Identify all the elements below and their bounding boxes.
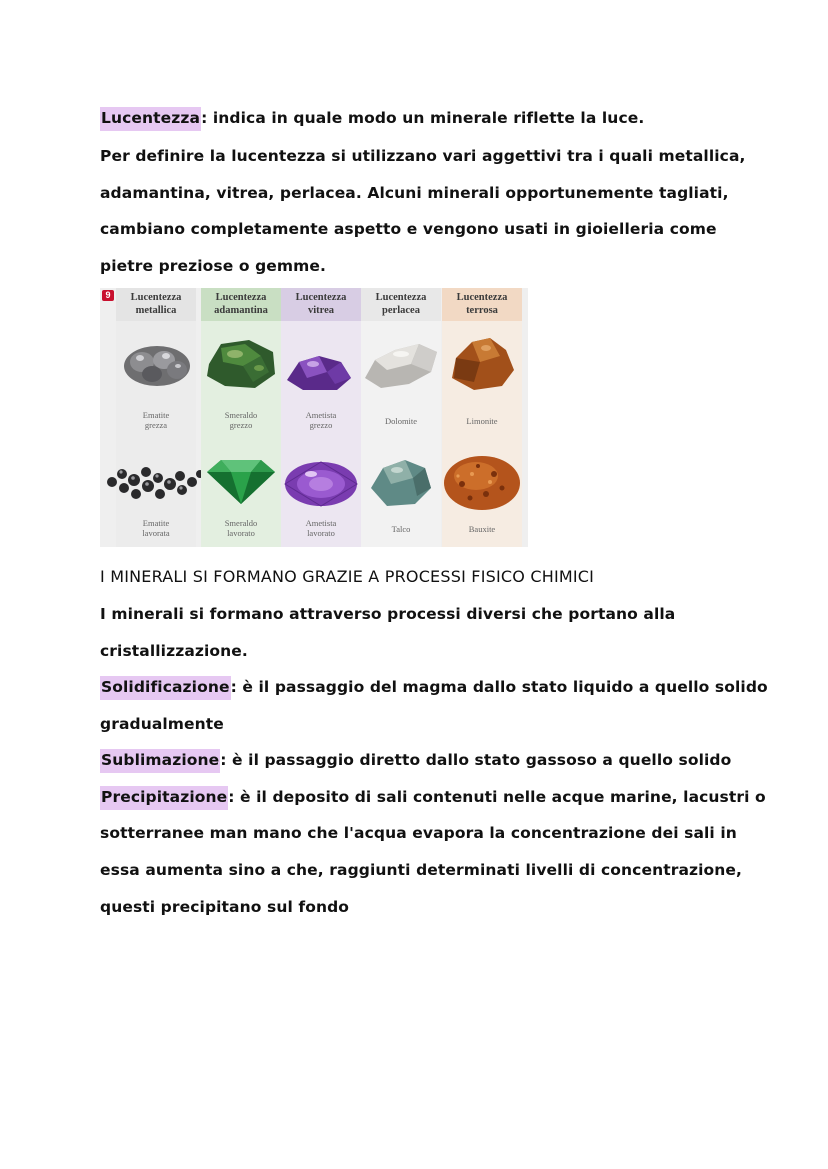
- sublimazione-term: Sublimazione: [100, 749, 220, 773]
- sublimazione-definition: : è il passaggio diretto dallo stato gassoso a quello solido: [220, 751, 732, 769]
- mineral-caption: [442, 416, 522, 426]
- raw-hematite-image: [122, 340, 192, 392]
- column-header-line2: vitrea: [307, 305, 335, 316]
- cut-hematite-image: [104, 460, 204, 506]
- lucentezza-term: Lucentezza: [100, 107, 201, 131]
- mineral-name: Smeraldo: [224, 410, 258, 420]
- column-header-line1: Lucentezza: [130, 292, 182, 303]
- solidificazione-definition: : è il passaggio del magma dallo stato liquido a quello solido: [230, 678, 768, 696]
- section-heading: I MINERALI SI FORMANO GRAZIE A PROCESSI FISICO CHIMICI: [100, 567, 595, 586]
- mineral-caption: [361, 416, 441, 426]
- mineral-name: Ametista: [305, 518, 337, 528]
- paragraph-line: gradualmente: [100, 715, 224, 733]
- mineral-state: grezza: [144, 420, 168, 430]
- figure-number-badge: 9: [102, 290, 114, 301]
- precipitazione-line: [100, 786, 766, 808]
- mineral-caption: [116, 410, 196, 430]
- column-header-line2: terrosa: [466, 305, 498, 316]
- paragraph-line: Per definire la lucentezza si utilizzano vari aggettivi tra i quali metallica,: [100, 147, 746, 165]
- mineral-state: lavorato: [307, 528, 335, 538]
- mineral-state: lavorato: [227, 528, 255, 538]
- paragraph-line: I minerali si formano attraverso processi diversi che portano alla: [100, 605, 676, 623]
- paragraph-line: pietre preziose o gemme.: [100, 257, 327, 275]
- column-perlacea: [361, 288, 441, 547]
- column-header-line1: Lucentezza: [215, 292, 267, 303]
- bauxite-image: [442, 454, 522, 512]
- mineral-caption: [442, 524, 522, 534]
- raw-amethyst-image: [283, 350, 355, 394]
- column-header-line1: Lucentezza: [295, 292, 347, 303]
- precipitazione-definition: : è il deposito di sali contenuti nelle acque marine, lacustri o: [228, 788, 766, 806]
- mineral-state: grezzo: [309, 420, 333, 430]
- luster-types-figure: [100, 288, 528, 547]
- paragraph-line: adamantina, vitrea, perlacea. Alcuni minerali opportunemente tagliati,: [100, 184, 729, 202]
- talc-image: [365, 456, 435, 510]
- lucentezza-definition-line: [100, 107, 644, 129]
- solidificazione-term: Solidificazione: [100, 676, 231, 700]
- lucentezza-definition: : indica in quale modo un minerale riflette la luce.: [201, 109, 645, 127]
- mineral-caption: [201, 518, 281, 538]
- mineral-caption: [361, 524, 441, 534]
- mineral-caption: [116, 518, 196, 538]
- column-header-line1: Lucentezza: [375, 292, 427, 303]
- column-header: [281, 288, 361, 321]
- paragraph-line: sotterranee man mano che l'acqua evapora la concentrazione dei sali in: [100, 824, 737, 842]
- sublimazione-line: [100, 749, 731, 771]
- mineral-state: lavorata: [142, 528, 170, 538]
- mineral-caption: [201, 410, 281, 430]
- mineral-name: Talco: [391, 524, 411, 534]
- column-terrosa: [442, 288, 522, 547]
- column-header: [201, 288, 281, 321]
- column-metallica: [116, 288, 196, 547]
- column-header-line1: Lucentezza: [456, 292, 508, 303]
- paragraph-line: cristallizzazione.: [100, 642, 248, 660]
- solidificazione-line: [100, 676, 768, 698]
- mineral-name: Bauxite: [468, 524, 496, 534]
- column-header: [116, 288, 196, 321]
- cut-amethyst-image: [283, 460, 359, 508]
- column-adamantina: [201, 288, 281, 547]
- dolomite-image: [361, 338, 441, 394]
- mineral-name: Limonite: [466, 416, 498, 426]
- column-vitrea: [281, 288, 361, 547]
- mineral-name: Ematite: [142, 410, 170, 420]
- paragraph-line: cambiano completamente aspetto e vengono usati in gioielleria come: [100, 220, 717, 238]
- column-header-line2: perlacea: [382, 305, 420, 316]
- column-header: [442, 288, 522, 321]
- mineral-name: Ametista: [305, 410, 337, 420]
- precipitazione-term: Precipitazione: [100, 786, 228, 810]
- cut-emerald-image: [203, 456, 279, 506]
- mineral-caption: [281, 518, 361, 538]
- mineral-name: Smeraldo: [224, 518, 258, 528]
- column-header: [361, 288, 441, 321]
- mineral-name: Ematite: [142, 518, 170, 528]
- mineral-caption: [281, 410, 361, 430]
- column-header-line2: adamantina: [214, 305, 268, 316]
- column-header-line2: metallica: [135, 305, 177, 316]
- raw-emerald-image: [203, 336, 279, 392]
- mineral-name: Dolomite: [384, 416, 418, 426]
- limonite-image: [446, 334, 518, 394]
- paragraph-line: questi precipitano sul fondo: [100, 898, 350, 916]
- paragraph-line: essa aumenta sino a che, raggiunti determinati livelli di concentrazione,: [100, 861, 743, 879]
- mineral-state: grezzo: [229, 420, 253, 430]
